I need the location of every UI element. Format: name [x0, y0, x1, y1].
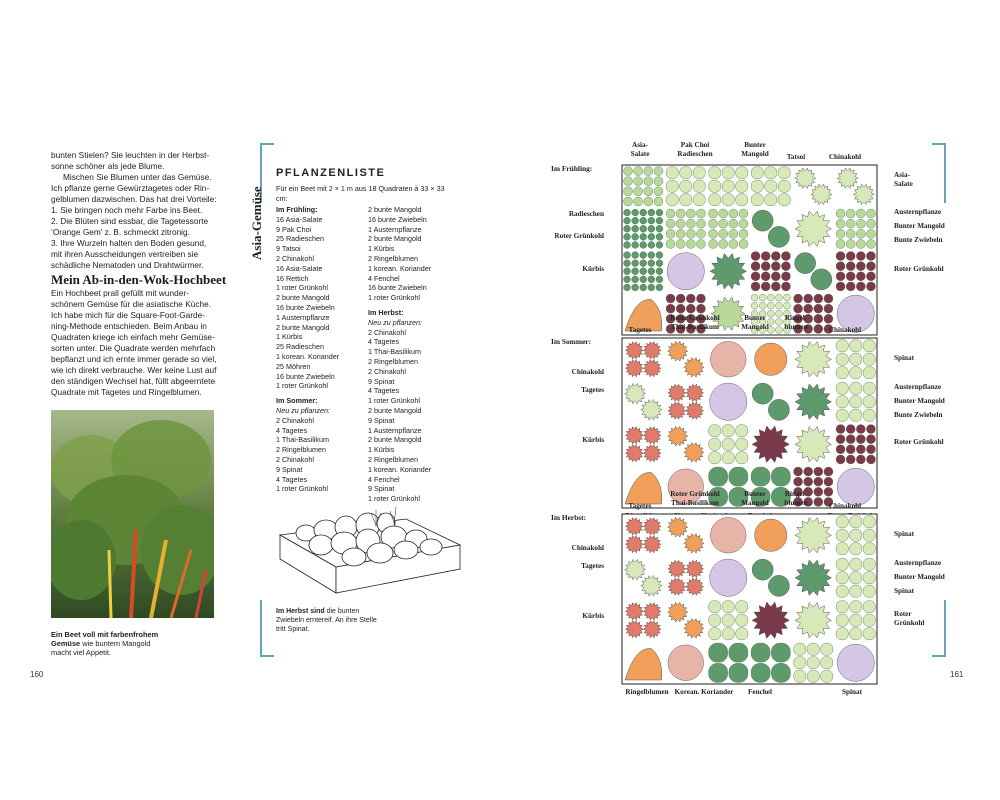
right-label: Spinat: [894, 530, 914, 538]
left-label: Radieschen: [568, 210, 604, 218]
left-label: Roter Grünkohl: [554, 232, 604, 240]
grid-cell-spinat: [794, 643, 833, 682]
list-item: 1 roter Grünkohl: [276, 484, 328, 494]
top-label: Bunter Mangold: [741, 490, 769, 507]
right-label: Bunte Zwiebeln: [894, 411, 943, 419]
bottom-label: Ringelblumen: [625, 688, 669, 696]
season-label: Im Herbst:: [551, 513, 587, 522]
text-line: Quadrate mit Tagetes und Ringelblumen.: [51, 387, 202, 397]
list-item: 25 Radieschen: [276, 234, 324, 244]
grid-cell-spinat: [709, 425, 748, 464]
grid-cell-kale: [710, 559, 747, 596]
list-heading: Im Herbst:: [368, 307, 404, 317]
list-item: 2 bunte Mangold: [368, 435, 422, 445]
top-label: Roter Grünkohl Thai-Basilikum: [670, 490, 720, 507]
right-label: Roter Grünkohl: [894, 610, 925, 627]
top-label: Bunter Mangold: [741, 314, 769, 331]
list-item: 16 bunte Zwiebeln: [368, 283, 427, 293]
left-label: Kürbis: [582, 436, 604, 444]
right-label: Austernpflanze: [894, 383, 942, 391]
list-item: 2 Chinakohl: [276, 415, 314, 425]
plant-list-column-2: [368, 205, 431, 504]
list-item: 1 korean. Koriander: [368, 464, 432, 474]
caption-text: wie buntem Mangold macht viel Appetit.: [51, 639, 151, 657]
list-item: 1 Austernpflanze: [368, 224, 422, 234]
chard-photo: [51, 410, 214, 618]
text-line: ning-Methode entschieden. Beim Anbau in: [51, 321, 207, 331]
left-label: Kürbis: [582, 265, 604, 273]
left-label: Chinakohl: [571, 544, 604, 552]
planting-grid: [620, 512, 879, 686]
accent-bar-bottom: [260, 600, 262, 655]
grid-cell-spinat: [836, 558, 875, 597]
planting-grid: [620, 336, 879, 510]
list-item: 2 bunte Mangold: [276, 293, 330, 303]
grid-cell-kale: [837, 644, 874, 681]
list-item: 2 Chinakohl: [368, 327, 406, 337]
list-item: 16 bunte Zwiebeln: [276, 371, 335, 381]
text-line: wie ich direkt verbrauche. Wer keine Lust auf: [51, 365, 217, 375]
intro-line: sonne schöner als jede Blume.: [51, 161, 165, 171]
list-item: 9 Spinat: [368, 376, 395, 386]
right-label: Austernpflanze: [894, 559, 942, 567]
list-item: 4 Fenchel: [368, 474, 400, 484]
right-label: Bunter Mangold: [894, 573, 945, 581]
list-item: 9 Pak Choi: [276, 224, 312, 234]
list-item: 25 Radieschen: [276, 342, 324, 352]
grid-cell-mangoldAlt: [755, 343, 787, 375]
list-item: 2 Ringelblumen: [368, 253, 418, 263]
list-item: 2 bunte Mangold: [368, 205, 422, 214]
grid-cell-radish: [624, 209, 663, 248]
intro-line: bunten Stielen? Sie leuchten in der Herbst-: [51, 150, 210, 160]
list-item: 1 roter Grünkohl: [368, 293, 420, 303]
top-label: Ringel- blumen: [784, 314, 808, 331]
list-item: 1 Kürbis: [276, 332, 303, 342]
grid-cell-thai: [710, 517, 746, 553]
top-label: Chinakohl: [828, 153, 862, 161]
top-label: Tatsoi: [786, 153, 806, 161]
list-item: 1 Austernpflanze: [276, 312, 330, 322]
top-label: Pak Choi Radieschen: [677, 141, 713, 158]
text-line: Quadraten kriege ich einfach mehr Gemüse-: [51, 332, 215, 342]
list-item: 9 Spinat: [368, 484, 395, 494]
list-item: 16 Asia-Salate: [276, 263, 323, 273]
list-item: 2 Ringelblumen: [276, 445, 326, 455]
list-item: 1 korean. Koriander: [276, 351, 340, 361]
list-item: Neu zu pflanzen:: [368, 317, 422, 327]
list-item: 1 roter Grünkohl: [368, 396, 420, 406]
list-item: 1 Austernpflanze: [368, 425, 422, 435]
text-line: Ich pflanze gerne Gewürztagetes oder Rin-: [51, 183, 210, 193]
list-item: 1 Thai-Basilikum: [368, 347, 421, 357]
page-number-right: 161: [950, 670, 964, 679]
grid-cell-kale: [710, 383, 747, 420]
list-item: 1 roter Grünkohl: [276, 283, 328, 293]
plant-list-intro: Für ein Beet mit 2 × 1 m aus 18 Quadraten à 33 × 33 cm:: [276, 184, 445, 203]
intro-text: [51, 150, 221, 172]
text-line: den ständigen Wechsel hat, füllt abgeerntete: [51, 376, 216, 386]
grid-cell-spinat: [836, 340, 875, 379]
top-label: Bunter Mangold: [741, 141, 769, 158]
bed-caption: [276, 607, 386, 634]
paragraph-companion-planting: [51, 172, 226, 271]
list-item: 2 Ringelblumen: [368, 454, 418, 464]
list-item: 2 bunte Mangold: [368, 234, 422, 244]
text-line: Ich habe mich für die Square-Foot-Garde-: [51, 310, 206, 320]
left-label: Kürbis: [582, 612, 604, 620]
right-label: Roter Grünkohl: [894, 438, 944, 446]
list-item: 16 bunte Zwiebeln: [368, 214, 427, 224]
text-line: gelblumen dazwischen. Das hat drei Vorteile:: [51, 194, 217, 204]
text-line: mit ihren Ausscheidungen vertreiben sie: [51, 249, 199, 259]
top-label: Chinakohl: [828, 326, 862, 334]
raised-bed-illustration: [276, 505, 466, 605]
paragraph-raised-bed: [51, 288, 226, 398]
list-item: 1 Kürbis: [368, 244, 395, 254]
bottom-label: Fenchel: [748, 688, 772, 696]
text-line: ‘Orange Gem’ z. B. schmeckt zitronig.: [51, 227, 190, 237]
bottom-label: Korean. Koriander: [674, 688, 734, 696]
season-label: Im Sommer:: [551, 337, 592, 346]
list-item: 2 bunte Mangold: [276, 322, 330, 332]
list-item: 1 Thai-Basilikum: [276, 435, 329, 445]
list-item: 16 Rettich: [276, 273, 309, 283]
right-label: Bunter Mangold: [894, 222, 945, 230]
list-item: 4 Tagetes: [368, 337, 400, 347]
planting-grid: [620, 163, 879, 337]
list-item: 16 bunte Zwiebeln: [276, 302, 335, 312]
list-item: 2 Chinakohl: [276, 253, 314, 263]
photo-caption: [51, 630, 171, 657]
right-label: Bunte Zwiebeln: [894, 236, 943, 244]
list-item: 1 roter Grünkohl: [276, 381, 328, 391]
section-heading: Mein Ab-in-den-Wok-Hochbeet: [51, 272, 227, 287]
accent-bar-right-bottom: [944, 600, 946, 655]
text-line: schönem Gemüse für die asiatische Küche.: [51, 299, 212, 309]
list-item: 16 Asia-Salate: [276, 214, 323, 224]
list-item: 1 Kürbis: [368, 445, 395, 455]
list-heading: Im Sommer:: [276, 396, 318, 406]
right-label: Spinat: [894, 587, 914, 595]
accent-bar-right-top: [944, 143, 946, 203]
accent-bar-top-h: [260, 143, 274, 145]
left-label: Tagetes: [581, 386, 604, 394]
list-item: 9 Tatsoi: [276, 244, 301, 254]
list-item: 9 Spinat: [368, 415, 395, 425]
bed-caption-bold: Im Herbst sind: [276, 608, 325, 615]
right-label: Asia- Salate: [894, 171, 913, 188]
bed-caption-text: die bunten Zwiebeln erntereif. An ihre Stelle tritt Spinat.: [276, 608, 377, 633]
grid-cell-radish: [624, 252, 663, 291]
list-item: 4 Tagetes: [276, 425, 308, 435]
text-line: bepflanzt und ich ernte immer gerade so viel,: [51, 354, 217, 364]
season-label: Im Frühling:: [551, 164, 593, 173]
text-line: sorten unter. Die Quadrate werden mehrfach: [51, 343, 216, 353]
right-label: Roter Grünkohl: [894, 265, 944, 273]
top-label: Tagetes: [628, 502, 652, 510]
top-label: Tagetes: [628, 326, 652, 334]
list-item: 9 Spinat: [276, 464, 303, 474]
top-label: Asia- Salate: [630, 141, 650, 158]
grid-cell-pak: [751, 167, 790, 206]
text-line: 2. Die Blüten sind essbar, die Tagetessorte: [51, 216, 209, 226]
text-line: 3. Ihre Wurzeln halten den Boden gesund,: [51, 238, 207, 248]
right-label: Austernpflanze: [894, 208, 942, 216]
top-label: Chinakohl: [828, 502, 862, 510]
grid-cell-kale: [667, 253, 704, 290]
right-label: Spinat: [894, 354, 914, 362]
text-line: Mischen Sie Blumen unter das Gemüse.: [63, 172, 212, 182]
grid-cell-pak: [709, 167, 748, 206]
caption-bold: Ein Beet voll mit farbenfrohem Gemüse: [51, 630, 159, 648]
list-heading: Im Frühling:: [276, 205, 318, 214]
vertical-title: Asia-Gemüse: [249, 186, 264, 260]
list-item: 2 bunte Mangold: [368, 405, 422, 415]
list-item: 4 Fenchel: [368, 273, 400, 283]
grid-cell-spinat: [836, 516, 875, 555]
list-item: 2 Ringelblumen: [368, 356, 418, 366]
bottom-label: Spinat: [842, 688, 862, 696]
page-number-left: 160: [30, 670, 44, 679]
list-item: Neu zu pflanzen:: [276, 405, 330, 415]
grid-cell-spinat: [836, 601, 875, 640]
accent-bar-right-bottom-h: [932, 655, 946, 657]
right-label: Bunter Mangold: [894, 397, 945, 405]
grid-cell-mangoldAlt: [755, 519, 787, 551]
grid-cell-pak: [666, 167, 705, 206]
list-item: 4 Tagetes: [276, 474, 308, 484]
accent-bar-right-top-h: [932, 143, 946, 145]
list-item: 25 Möhren: [276, 361, 311, 371]
text-line: schädliche Nematoden und Drahtwürmer.: [51, 260, 204, 270]
grid-cell-thai: [668, 645, 704, 681]
plant-list-title: PFLANZENLISTE: [276, 167, 386, 179]
grid-cell-spinat: [709, 601, 748, 640]
list-item: 2 Chinakohl: [276, 454, 314, 464]
left-label: Chinakohl: [571, 368, 604, 376]
grid-cell-thai: [710, 341, 746, 377]
list-item: 1 roter Grünkohl: [368, 494, 420, 504]
text-line: 1. Sie bringen noch mehr Farbe ins Beet.: [51, 205, 203, 215]
grid-cell-spinat: [836, 382, 875, 421]
text-line: Ein Hochbeet prall gefüllt mit wunder-: [51, 288, 189, 298]
top-label: Roter Grünkohl Thai-Basilikum: [670, 314, 720, 331]
accent-bar-bottom-h: [260, 655, 274, 657]
plant-list-column-1: [276, 205, 339, 494]
top-label: Ringel- blumen: [784, 490, 808, 507]
list-item: 4 Tagetes: [368, 386, 400, 396]
list-item: 1 korean. Koriander: [368, 263, 432, 273]
list-item: 2 Chinakohl: [368, 366, 406, 376]
grid-cell-kale: [837, 468, 874, 505]
left-label: Tagetes: [581, 562, 604, 570]
